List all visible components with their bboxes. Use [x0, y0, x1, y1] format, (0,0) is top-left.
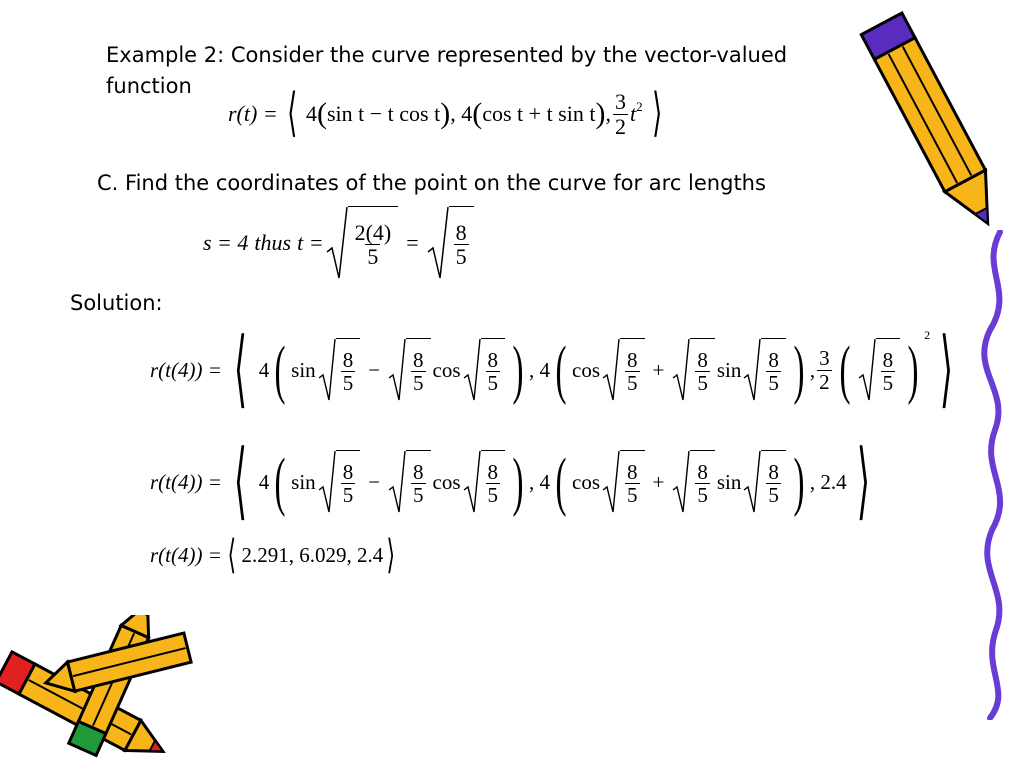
eq1-lparen2: ( — [472, 97, 483, 130]
s2-z-value: , 2.4 — [809, 469, 847, 494]
s1-sin2: sin — [716, 357, 742, 382]
eq1-comma2: , — [605, 101, 611, 126]
s2-cos1: cos — [432, 469, 461, 494]
eq1-exp: 2 — [636, 99, 643, 114]
eq2-num2: 8 — [455, 219, 467, 245]
s2-comma4: , 4 — [529, 469, 551, 494]
s1-sqrt-a — [318, 338, 361, 402]
s1-den-d: 5 — [627, 371, 638, 395]
s1-num-c: 8 — [487, 347, 499, 372]
s1-rparen2: ) — [793, 333, 805, 406]
s1-comma: , — [809, 357, 816, 382]
eq2-thus: thus — [254, 230, 292, 255]
s1-lparen2: ( — [555, 333, 567, 406]
s2-langle: ⟨ — [233, 435, 247, 528]
solution-label: Solution: — [70, 291, 163, 315]
s1-sqrt-b — [388, 338, 431, 402]
s2-cos2: cos — [572, 469, 600, 494]
s2-lparen: ( — [274, 445, 286, 518]
s3-langle: ⟨ — [227, 532, 237, 577]
s1-lparen3: ( — [839, 333, 851, 406]
eq1-rangle: ⟩ — [651, 85, 662, 142]
s1-langle: ⟨ — [233, 323, 247, 416]
crossed-pencils-icon — [0, 615, 210, 765]
eq2-sqrt2 — [427, 206, 474, 280]
s1-minus: − — [368, 357, 381, 382]
s1-num-f: 8 — [768, 347, 779, 372]
s1-rparen: ) — [512, 333, 524, 406]
s1-sin1: sin — [291, 357, 316, 382]
equation-vector-function — [228, 85, 671, 142]
s2-four: 4 — [258, 469, 270, 494]
s2-rangle: ⟩ — [856, 435, 870, 528]
s1-num-a: 8 — [342, 347, 354, 372]
s2-sin2: sin — [716, 469, 742, 494]
s1-num-e: 8 — [697, 347, 708, 372]
eq1-lhs: r(t) = — [228, 101, 278, 126]
s1-sqrt-c — [463, 338, 506, 402]
s1-square: 2 — [924, 328, 931, 342]
s1-lhs: r(t(4)) = — [150, 357, 222, 382]
s2-sqrt-d — [602, 450, 645, 514]
s1-sqrt-d — [602, 338, 645, 402]
s1-cos1: cos — [432, 357, 461, 382]
s2-minus: − — [368, 469, 381, 494]
s2-num-e: 8 — [697, 459, 708, 484]
eq1-component2: cos t + t sin t — [482, 101, 596, 126]
s1-three: 3 — [819, 346, 830, 371]
example-title: Example 2: Consider the curve represented by the vector-valued — [106, 43, 788, 67]
eq2-equals: = — [406, 230, 419, 255]
eq1-last: t — [629, 101, 637, 126]
s1-sqrt-e — [672, 338, 715, 402]
s1-den-a: 5 — [342, 371, 354, 395]
s2-rparen: ) — [512, 445, 524, 518]
s3-lhs: r(t(4)) = — [150, 542, 222, 567]
s2-lparen2: ( — [555, 445, 567, 518]
s2-sqrt-f — [743, 450, 786, 514]
solution-line-3 — [150, 532, 399, 577]
eq1-component1: sin t − t cos t — [326, 101, 441, 126]
equation-arc-length — [203, 206, 476, 280]
pencil-top-right-icon — [855, 0, 1015, 245]
s2-num-f: 8 — [768, 459, 779, 484]
s2-num-d: 8 — [627, 459, 638, 484]
s1-two: 2 — [819, 369, 830, 394]
s2-num-b: 8 — [413, 459, 424, 484]
s1-num-b: 8 — [413, 347, 424, 372]
example-title-line2: function — [106, 74, 192, 98]
s2-sqrt-b — [388, 450, 431, 514]
s1-comma4: , 4 — [529, 357, 551, 382]
s2-den-e: 5 — [697, 483, 708, 507]
s1-rangle: ⟩ — [939, 323, 954, 416]
s1-den-c: 5 — [487, 371, 499, 395]
s2-sqrt-a — [318, 450, 361, 514]
s3-rangle: ⟩ — [386, 532, 396, 577]
s1-three-halves — [817, 347, 832, 392]
s1-plus: + — [652, 357, 665, 382]
solution-line-1 — [150, 323, 963, 416]
s2-num-c: 8 — [487, 459, 499, 484]
s2-sqrt-e — [672, 450, 715, 514]
s2-den-a: 5 — [342, 483, 354, 507]
s2-num-a: 8 — [342, 459, 354, 484]
s2-rparen2: ) — [793, 445, 805, 518]
s1-den-f: 5 — [768, 371, 779, 395]
squiggle-border-icon — [970, 230, 1020, 720]
s2-den-d: 5 — [627, 483, 638, 507]
eq1-coef-num: 3 — [614, 89, 626, 115]
s2-plus: + — [652, 469, 665, 494]
s2-den-f: 5 — [768, 483, 779, 507]
s1-sqrt-g — [858, 338, 901, 402]
s3-result: 2.291, 6.029, 2.4 — [241, 542, 384, 567]
eq1-lparen: ( — [316, 97, 327, 130]
s2-sin1: sin — [291, 469, 316, 494]
eq1-four: 4 — [305, 101, 317, 126]
s2-den-c: 5 — [487, 483, 499, 507]
eq1-langle: ⟨ — [286, 85, 297, 142]
s2-lhs: r(t(4)) = — [150, 469, 222, 494]
eq1-comma1: , 4 — [450, 101, 473, 126]
eq2-den1: 5 — [367, 244, 379, 269]
s1-rparen3: ) — [907, 333, 919, 406]
s2-sqrt-c — [463, 450, 506, 514]
s2-den-b: 5 — [413, 483, 424, 507]
s1-den-g: 5 — [882, 371, 894, 395]
eq2-sqrt1 — [326, 206, 399, 280]
s1-den-e: 5 — [697, 371, 708, 395]
eq1-rparen2: ) — [595, 97, 606, 130]
eq1-rparen: ) — [440, 97, 451, 130]
eq2-num1: 2(4) — [354, 219, 392, 245]
eq1-coef-fraction — [613, 90, 628, 137]
eq2-s: s = 4 — [203, 230, 249, 255]
s1-num-d: 8 — [627, 347, 638, 372]
s1-lparen: ( — [274, 333, 286, 406]
eq1-coef-den: 2 — [614, 113, 626, 139]
s1-den-b: 5 — [413, 371, 424, 395]
eq2-t-eq: t = — [297, 230, 324, 255]
s1-four: 4 — [258, 357, 270, 382]
solution-line-2 — [150, 435, 879, 528]
s1-cos2: cos — [572, 357, 600, 382]
eq2-den2: 5 — [455, 244, 467, 269]
s1-sqrt-f — [743, 338, 786, 402]
part-c-prompt: C. Find the coordinates of the point on the curve for arc lengths — [97, 171, 766, 195]
s1-num-g: 8 — [882, 347, 894, 372]
